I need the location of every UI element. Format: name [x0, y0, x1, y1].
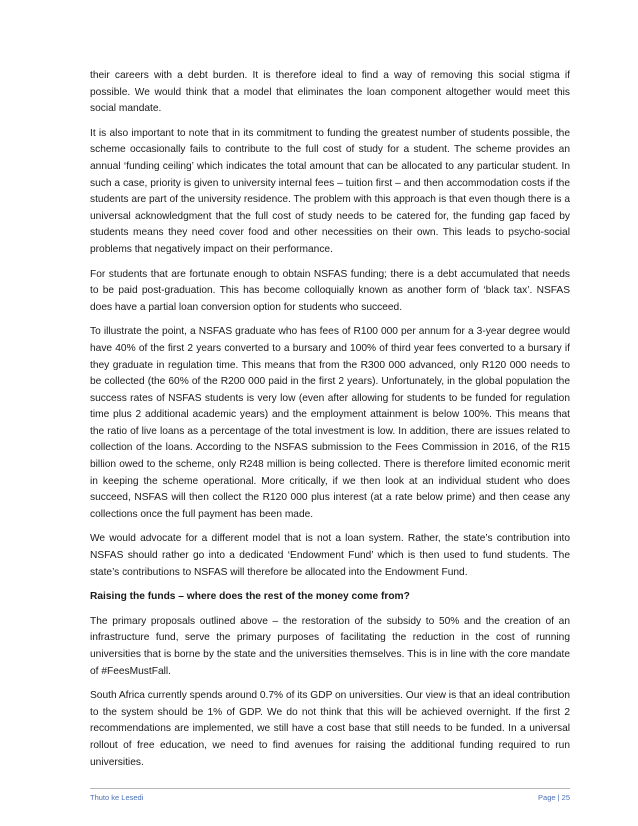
paragraph-2: It is also important to note that in its commitment to funding the greatest number of students possible, the scheme occasionally fails to contribute to the full cost of study for a student. The scheme provides an annual ‘funding ceiling’ which indicates the total amount that can be allocated to any particular student. In such a case, priority is given to university internal fees – tuition first – and then accommodation costs if the students are part of the university residence. The problem with this approach is that even though there is a universal acknowledgment that the full cost of study needs to be catered for, the funding gap faced by students means they need cover food and other necessities on their own. This leads to psycho-social problems that negatively impact on their performance.: [90, 127, 570, 255]
paragraph-5: We would advocate for a different model that is not a loan system. Rather, the state’s contribution into NSFAS should rather go into a dedicated ‘Endowment Fund’ which is then used to fund students. The state’s contributions to NSFAS will therefore be allocated into the Endowment Fund.: [90, 533, 570, 578]
footer-document-title: Thuto ke Lesedi: [90, 793, 144, 802]
paragraph-7: South Africa currently spends around 0.7% of its GDP on universities. Our view is that an ideal contribution to the system should be 1% of GDP. We do not think that this will be achieved overnight. If the first 2 recommendations are implemented, we still have a cost base that still needs to be funded. In a universal rollout of free education, we need to find avenues for raising the additional funding required to run universities.: [90, 690, 571, 768]
paragraph-3: For students that are fortunate enough to obtain NSFAS funding; there is a debt accumulated that needs to be paid post-graduation. This has become colloquially known as another form of ‘black tax’. NSFAS does have a partial loan conversion option for students who succeed.: [90, 268, 570, 313]
paragraph-6: The primary proposals outlined above – the restoration of the subsidy to 50% and the creation of an infrastructure fund, serve the primary purposes of facilitating the reduction in the cost of running universities that is borne by the state and the universities themselves. This is in line with the core mandate of #FeesMustFall.: [90, 615, 570, 677]
paragraph-1: their careers with a debt burden. It is therefore ideal to find a way of removing this social stigma if possible. We would think that a model that eliminates the loan component altogether would meet this social mandate.: [90, 70, 570, 115]
page-content: [90, 68, 570, 779]
section-heading: Raising the funds – where does the rest of the money come from?: [90, 591, 410, 603]
paragraph-4: To illustrate the point, a NSFAS graduate who has fees of R100 000 per annum for a 3-year degree would have 40% of the first 2 years converted to a bursary and 100% of third year fees converted to a bursary if they graduate in regulation time. This means that from the R300 000 advanced, only R120 000 needs to be collected (the 60% of the R200 000 paid in the first 2 years). Unfortunately, in the global population the success rates of NSFAS students is very low (even after allowing for students to be funded for regulation time plus 2 additional academic years) and the employment attainment is below 100%. This means that the ratio of live loans as a percentage of the total investment is low. In addition, there are issues related to collection of the loans. According to the NSFAS submission to the Fees Commission in 2016, of the R15 billion owed to the scheme, only R248 million is being collected. There is therefore limited economic merit in keeping the scheme operational. More critically, if we then look at an individual student who does succeed, NSFAS will then collect the R120 000 plus interest (at a rate below prime) and then cease any collections once the full payment has been made.: [90, 326, 570, 520]
footer-divider: [90, 788, 570, 789]
footer-page-number: Page | 25: [538, 793, 570, 802]
